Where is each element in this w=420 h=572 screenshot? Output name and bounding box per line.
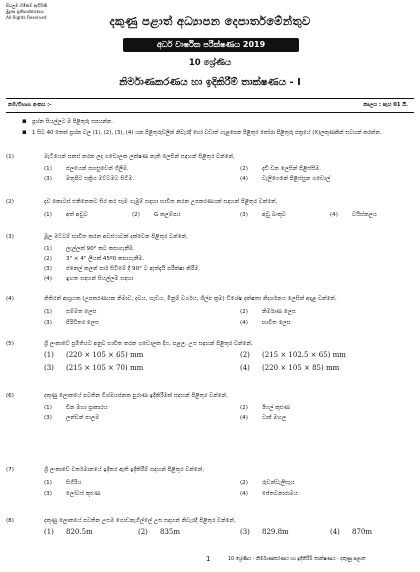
bullet-icon: ▪ bbox=[22, 128, 27, 136]
question-5-option-3: (3) (215 × 105 × 70) mm bbox=[44, 364, 144, 372]
question-4-option-1: (1) සම්මත ලෙස bbox=[44, 309, 97, 315]
question-1-option-3: (3) මතුපිට සක්‍රිය මට්ටමට සිටීම. bbox=[44, 176, 135, 182]
question-6-option-1: (1) චීන මහා ප්‍රාකාරය bbox=[44, 405, 108, 411]
question-7-option-3: (3) ලෝටස් කුළුණ bbox=[44, 491, 101, 497]
question-3-option-2: (2) 3" × 4" ලීයක් 45º0 කපාගැනීම. bbox=[44, 256, 145, 262]
instruction-1: ▪ ප්‍රශ්න සියල්ලට ම පිළිතුරු සපයන්න. bbox=[22, 117, 113, 125]
question-2-option-1: (1) අත් අඬුව bbox=[44, 212, 88, 218]
question-7-option-4: (4) ජේතවනාරාමය bbox=[240, 491, 298, 497]
time-label: කාලය : පැය 01 යි. bbox=[363, 102, 408, 108]
question-6-option-2: (2) ඊෆල් කුළුණ bbox=[240, 405, 290, 411]
question-4-option-2: (2) නිර්මාණ ලෙස bbox=[240, 309, 296, 315]
question-5-option-1: (1) (220 × 105 × 65) mm bbox=[44, 351, 144, 359]
question-1-option-4: (4) වැලිගෙනේ පිළිස්සුන ගඩොල් bbox=[240, 176, 331, 182]
question-2-option-4: (4) වයිස්කලය bbox=[330, 212, 377, 218]
footer-text: 10 ශ්‍රේණිය - නිර්මාණකරණය හා ඉදිකිරීම් තාක්ෂණය - දකුණු පළාත bbox=[228, 557, 366, 562]
question-3-option-1: (1) ලැල්ලක් 90° කට කපාගැනීම. bbox=[44, 246, 135, 252]
divider-top bbox=[6, 98, 414, 99]
copyright-notice: සියලුම හිමිකම් ඇවිරිණි මුද්‍රණ ප්‍රතිසංස්කරණය All Rights Reserved bbox=[6, 3, 48, 20]
subject-title: නිර්මාණකරණය හා ඉදිකිරීම් තාක්ෂණය - I bbox=[119, 77, 301, 88]
question-5-option-2: (2) (215 × 102.5 × 65) mm bbox=[240, 351, 346, 359]
question-6-option-3: (3) ලන්ඩන් පාලම bbox=[44, 415, 100, 421]
grade-title: 10 ශ්‍රේණිය bbox=[188, 58, 232, 68]
question-1-option-2: (2) දැඩි වන ලෙසින් පිළිස්සීම. bbox=[240, 166, 322, 172]
name-label: නම/විභාග අංකය :- bbox=[8, 102, 52, 108]
question-3-option-4: (4) ඉහත සඳහන් සියල්ලම සඳහා bbox=[44, 276, 134, 282]
question-6-option-4: (4) ටාජ් මහල bbox=[240, 415, 287, 421]
question-5-option-4: (4) (220 × 105 × 85) mm bbox=[240, 364, 340, 372]
question-2-option-2: (2) G කලම්පය bbox=[132, 212, 181, 218]
question-8-option-1: (1) 820.5m bbox=[44, 528, 93, 536]
question-4-option-3: (3) පිරිවිතර ලෙස bbox=[44, 320, 99, 326]
question-4-option-4: (4) භාවිත ලෙස bbox=[240, 320, 291, 326]
question-8-option-3: (3) 829.8m bbox=[240, 528, 289, 536]
question-1-option-1: (1) ජලයෙන් පහසුවෙන් ගිලීම. bbox=[44, 166, 129, 172]
question-3-option-3: (3) ජනෙල් කලන් පාර් සිටීමේ දී 90° ට ඇත්දැයි පරීක්ෂා කිරීම. bbox=[44, 266, 201, 272]
page-number: 1 bbox=[206, 555, 211, 563]
question-2-option-3: (3) අඬු බංකුව bbox=[240, 212, 286, 218]
exam-banner: අර්ධ වාර්ෂික පරීක්ෂණය 2019 bbox=[123, 38, 299, 52]
question-7-option-1: (1) සිගිරිය bbox=[44, 480, 82, 486]
question-8-option-2: (2) 835m bbox=[138, 528, 180, 536]
department-title: දකුණු පළාත් අධ්‍යාපන දෙපාර්තමේන්තුව bbox=[109, 14, 311, 28]
instruction-2: ▪ 1 සිට 40 තෙක් ප්‍රශ්න වල (1), (2), (3), (4) යන පිළිතුරුවලින් නිවැරදි හෝ වඩාත් ගැළපෙන පිළිතුර තෝරා පිළිතුරු පත්‍රයේ (X)ලකුණකින් සටහන් කරන්න. bbox=[22, 128, 382, 136]
question-8-option-4: (4) 870m bbox=[330, 528, 372, 536]
divider-bottom bbox=[6, 112, 414, 113]
question-7-option-2: (2) රුවන්වැලිසෑය bbox=[240, 480, 295, 486]
bullet-icon: ▪ bbox=[22, 117, 27, 125]
